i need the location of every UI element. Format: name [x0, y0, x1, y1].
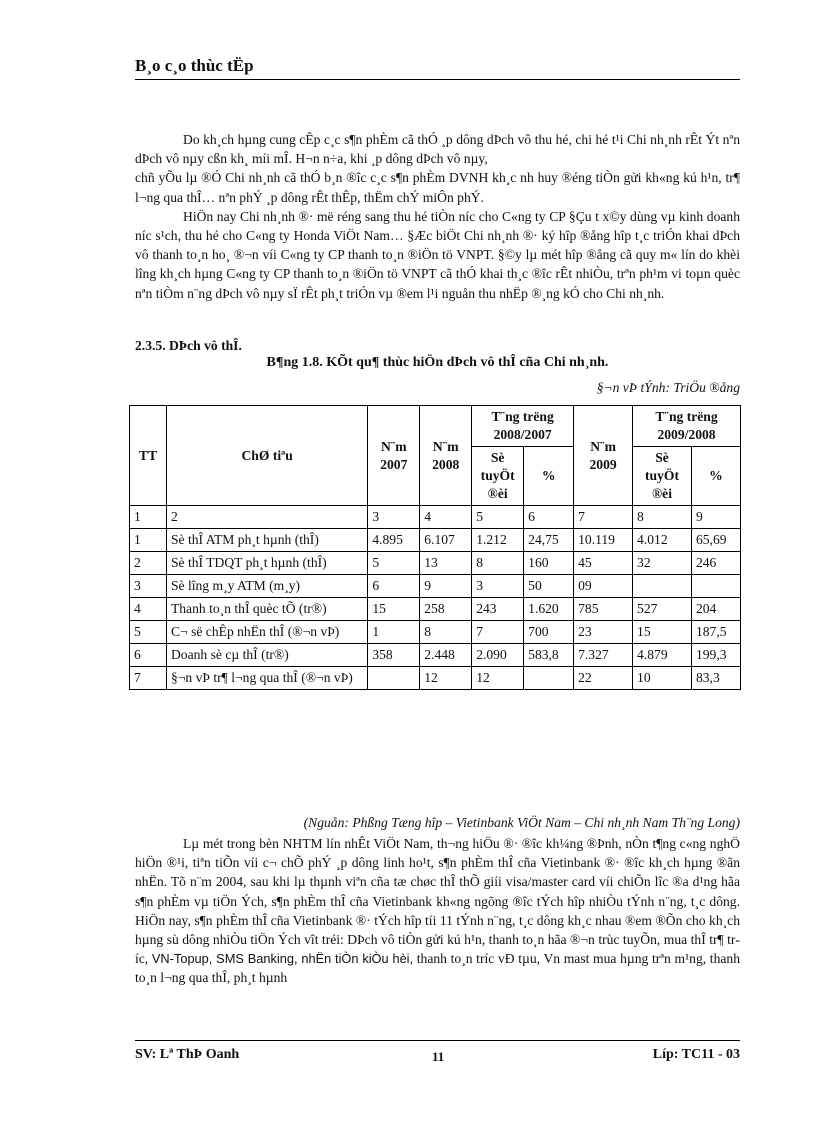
table-cell-y2009: 23: [574, 621, 633, 644]
table-row: [130, 575, 741, 598]
table-cell-abs1: 3: [472, 575, 524, 598]
table-cell-pct2: 199,3: [691, 644, 740, 667]
intro-text: [135, 130, 740, 303]
table-row: [130, 598, 741, 621]
table-cell-y2008: 2.448: [420, 644, 472, 667]
table-cell-tt: 4: [130, 598, 167, 621]
table-cell-tt: 1: [130, 506, 167, 529]
table-cell-abs2: 527: [633, 598, 692, 621]
table-unit-note: §¬n vÞ tÝnh: TriÖu ®ång: [596, 380, 740, 395]
table-cell-pct2: 246: [691, 552, 740, 575]
table-cell-abs2: 8: [633, 506, 692, 529]
table-cell-tt: 2: [130, 552, 167, 575]
table-cell-y2008: 12: [420, 667, 472, 690]
table-cell-pct1: 24,75: [524, 529, 574, 552]
table-cell-y2009: 45: [574, 552, 633, 575]
intro-line-2: chñ yÕu lµ ®Ó Chi nh¸nh cã thÓ b¸n ®îc c¸c s¶n phÈm DVNH kh¸c nh huy ®éng tiÒn gửi kh«ng kú h¹n, tr¶ l¬ng qua thÎ… nªn phÝ ¸p dông rÊt thÊp, thËm chÝ miÔn phÝ.: [135, 170, 740, 205]
table-cell-name: Sè lîng m¸y ATM (m¸y): [166, 575, 367, 598]
table-cell-name: C¬ së chÊp nhËn thÎ (®¬n vÞ): [166, 621, 367, 644]
table-cell-y2008: 4: [420, 506, 472, 529]
table-cell-y2007: 5: [368, 552, 420, 575]
table-cell-y2008: 258: [420, 598, 472, 621]
table-row: [130, 529, 741, 552]
table-cell-y2009: 7: [574, 506, 633, 529]
table-cell-y2008: 6.107: [420, 529, 472, 552]
body-text-a: Lµ mét trong bèn NHTM lín nhÊt ViÖt Nam, th¬ng hiÖu ®· ®îc kh¼ng ®Þnh, nÒn t¶ng c«ng nghÖ hiÖn ®¹i, tiªn tiÕn víi c¬ chÕ phÝ ¸p dông linh ho¹t, s¶n phÈm thÎ cña Vietinbank ®· ®îc kh¸ch hµng ®ãn nhËn. Tõ n¨m 2004, sau khi lµ thµnh viªn cña tæ chøc thÎ thÕ giíi visa/master card víi chiÕn lîc ®a d¹ng hãa s¶n phÈm vµ tiÖn Ých, s¶n phÈm thÎ cña Vietinbank kh«ng ngõng ®îc tÝch hîp nhiÒu tÝnh n¨ng, t¸c dông. HiÖn nay, s¶n phÈm thÎ cña Vietinbank ®· tÝch hîp tíi 11 tÝnh n¨ng, t¸c dông kh¸c nhau ®em ®Õn cho kh¸ch hµng sù dông nhiÒu tiÖn Ých vît tréi: DÞch vô tiÒn gửi kú h¹n, thanh to¸n hãa ®¬n trùc tuyÕn, mua thÎ tr¶ tríc,: [135, 836, 740, 967]
table-cell-y2008: 8: [420, 621, 472, 644]
footer-page-number: 11: [432, 1049, 445, 1064]
body-text-c: thanh to¸n tríc vÐ tµu, Vn mast mua hµng trªn m¹ng, thanh to¸n l¬ng qua thÎ, ph¸t hµnh: [135, 951, 741, 986]
header-growth-2008-2007: T¨ng trëng 2008/2007: [472, 406, 574, 447]
table-cell-abs1: 7: [472, 621, 524, 644]
table-cell-pct1: 700: [524, 621, 574, 644]
page-header-title: B¸o c¸o thùc tËp: [135, 56, 254, 75]
table-cell-y2009: 22: [574, 667, 633, 690]
intro-paragraph-2: HiÖn nay Chi nh¸nh ®· më réng sang thu hé tiÒn níc cho C«ng ty CP §Çu t x©y dùng vµ kinh doanh níc s¹ch, thu hé cho C«ng ty Honda ViÖt Nam… §Æc biÖt Chi nh¸nh ®· ký hîp ®ång hîp t¸c triÓn khai dÞch vô thanh to¸n ho¸ ®¬n víi C«ng ty CP thanh to¸n ®iÖn tö VNPT. §©y lµ mét hîp ®ång cã quy m« lín do khèi lîng kh¸ch hµng C«ng ty CP thanh to¸n ®iÖn tö VNPT cã thÓ khai th¸c ®îc rÊt nhiÒu, trªn ph¹m vi toµn quèc nªn tiÒm n¨ng dÞch vô nµy sÏ rÊt ph¸t triÓn vµ ®em l¹i nguån thu nhËp ®¸ng kÓ cho Chi nh¸nh.: [135, 208, 740, 301]
table-cell-abs2: [633, 575, 692, 598]
table-cell-tt: 7: [130, 667, 167, 690]
table-cell-name: 2: [166, 506, 367, 529]
table-cell-y2007: 358: [368, 644, 420, 667]
header-tt: TT: [130, 406, 167, 506]
table-cell-y2009: 7.327: [574, 644, 633, 667]
table-cell-name: Sè thÎ ATM ph¸t hµnh (thÎ): [166, 529, 367, 552]
body-paragraph-2-text: [135, 834, 740, 988]
table-row: [130, 644, 741, 667]
header-percent-2: %: [691, 447, 740, 506]
header-absolute-2: Sè tuyÖt ®èi: [633, 447, 692, 506]
table-cell-abs1: 243: [472, 598, 524, 621]
table-cell-pct1: 50: [524, 575, 574, 598]
table-cell-y2008: 9: [420, 575, 472, 598]
table-row: [130, 667, 741, 690]
table-cell-pct2: 65,69: [691, 529, 740, 552]
table-cell-tt: 3: [130, 575, 167, 598]
table-cell-abs2: 32: [633, 552, 692, 575]
table-cell-y2007: 15: [368, 598, 420, 621]
table-cell-abs2: 4.012: [633, 529, 692, 552]
table-cell-tt: 6: [130, 644, 167, 667]
header-2008: N¨m 2008: [420, 406, 472, 506]
header-2007: N¨m 2007: [368, 406, 420, 506]
table-cell-abs1: 12: [472, 667, 524, 690]
table-cell-abs2: 10: [633, 667, 692, 690]
body-text-b: VN-Topup, SMS Banking, nhËn tiÒn kiÒu hèi,: [151, 951, 414, 967]
table-row: [130, 506, 741, 529]
table-cell-pct1: 1.620: [524, 598, 574, 621]
table-header-row: [130, 406, 741, 447]
header-divider: [135, 79, 740, 80]
table-cell-y2007: 1: [368, 621, 420, 644]
table-cell-y2009: 785: [574, 598, 633, 621]
table-cell-name: Doanh sè cµ thÎ (tr®): [166, 644, 367, 667]
table-row: [130, 621, 741, 644]
table-source-note: (Nguån: Phßng Tæng hîp – Vietinbank ViÖt Nam – Chi nh¸nh Nam Th¨ng Long): [303, 815, 740, 830]
table-cell-pct1: 583,8: [524, 644, 574, 667]
table-cell-y2009: 09: [574, 575, 633, 598]
body-paragraph-2: [135, 834, 740, 988]
table-cell-pct2: 9: [691, 506, 740, 529]
table-cell-y2007: 4.895: [368, 529, 420, 552]
table-cell-name: Thanh to¸n thÎ quèc tÕ (tr®): [166, 598, 367, 621]
table-cell-pct1: 160: [524, 552, 574, 575]
table-cell-abs1: 1.212: [472, 529, 524, 552]
table-cell-pct1: [524, 667, 574, 690]
table-row: [130, 552, 741, 575]
header-percent-1: %: [524, 447, 574, 506]
table-cell-pct2: [691, 575, 740, 598]
table-cell-abs1: 2.090: [472, 644, 524, 667]
header-absolute-1: Sè tuyÖt ®èi: [472, 447, 524, 506]
table-cell-pct1: 6: [524, 506, 574, 529]
table-cell-abs1: 8: [472, 552, 524, 575]
header-2009: N¨m 2009: [574, 406, 633, 506]
card-service-table: [129, 405, 741, 690]
table-cell-pct2: 187,5: [691, 621, 740, 644]
header-growth-2009-2008: T¨ng trëng 2009/2008: [633, 406, 741, 447]
table-cell-name: Sè thÎ TDQT ph¸t hµnh (thÎ): [166, 552, 367, 575]
table-cell-y2008: 13: [420, 552, 472, 575]
table-cell-abs1: 5: [472, 506, 524, 529]
section-heading: 2.3.5. DÞch vô thÎ.: [135, 338, 242, 353]
table-cell-tt: 1: [130, 529, 167, 552]
table-cell-pct2: 204: [691, 598, 740, 621]
table-cell-abs2: 4.879: [633, 644, 692, 667]
footer-divider: [135, 1040, 740, 1041]
table-cell-y2009: 10.119: [574, 529, 633, 552]
table-cell-y2007: 6: [368, 575, 420, 598]
table-cell-y2007: [368, 667, 420, 690]
table-title: B¶ng 1.8. KÕt qu¶ thùc hiÖn dÞch vô thÎ cña Chi nh¸nh.: [266, 355, 609, 370]
table-body: [130, 506, 741, 690]
intro-line-1: Do kh¸ch hµng cung cÊp c¸c s¶n phÈm cã thÓ ¸p dông dÞch vô thu hé, chi hé t¹i Chi nh¸nh rÊt Ýt nªn dÞch vô nµy cßn kh¸ míi mÎ. H¬n n÷a, khi ¸p dông dÞch vô nµy,: [135, 132, 740, 167]
footer-student-name: SV: Lª ThÞ Oanh: [135, 1047, 240, 1062]
table-cell-name: §¬n vÞ tr¶ l¬ng qua thÎ (®¬n vÞ): [166, 667, 367, 690]
table-cell-y2007: 3: [368, 506, 420, 529]
table-cell-abs2: 15: [633, 621, 692, 644]
header-indicator: ChØ tiªu: [166, 406, 367, 506]
table-cell-pct2: 83,3: [691, 667, 740, 690]
table-cell-tt: 5: [130, 621, 167, 644]
footer-class-label: Líp: TC11 - 03: [652, 1047, 740, 1062]
